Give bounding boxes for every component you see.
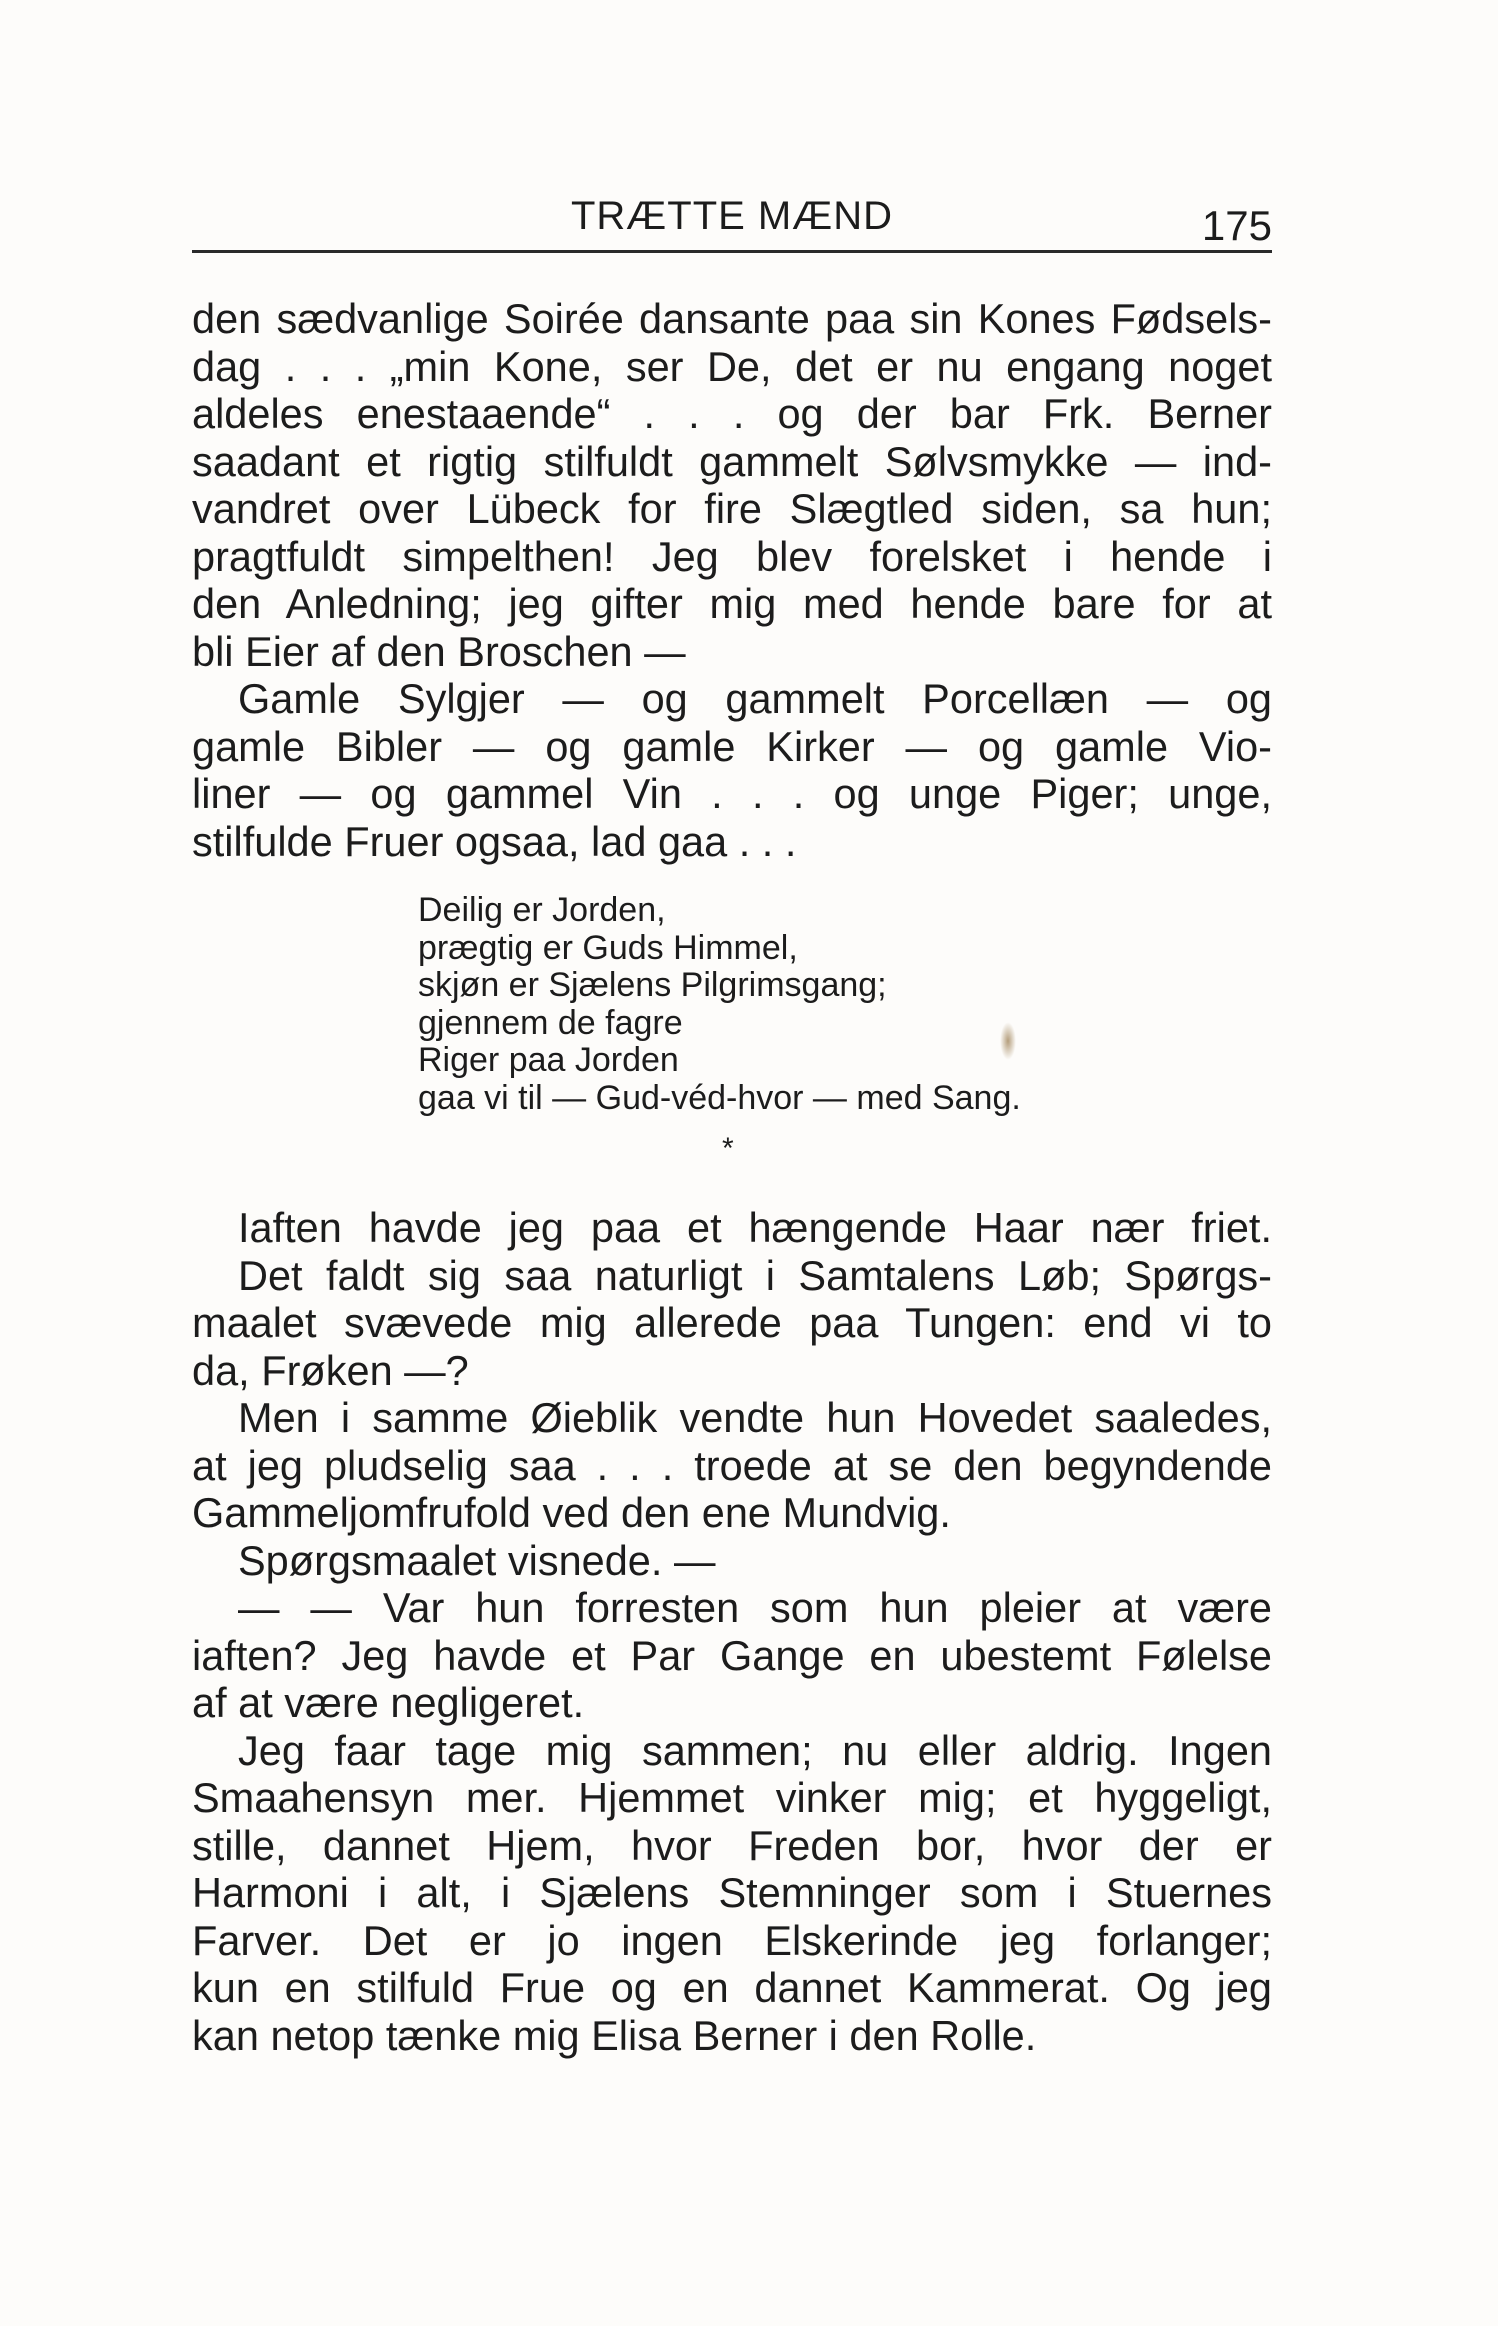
poem-line: Riger paa Jorden bbox=[418, 1041, 679, 1080]
ink-smudge bbox=[1000, 1022, 1016, 1060]
text-line: Iaften havde jeg paa et hængende Haar nær friet. bbox=[238, 1204, 1272, 1251]
text-line: stilfulde Fruer ogsaa, lad gaa . . . bbox=[192, 817, 797, 865]
poem-line: skjøn er Sjælens Pilgrimsgang; bbox=[418, 966, 887, 1005]
poem-line: gjennem de fagre bbox=[418, 1003, 683, 1042]
text-line: aldeles enestaaende“ . . . og der bar Frk. Berner bbox=[192, 390, 1272, 437]
text-line: pragtfuldt simpelthen! Jeg blev forelsket i hende i bbox=[192, 532, 1272, 580]
header-rule bbox=[192, 250, 1272, 253]
text-line: kan netop tænke mig Elisa Berner i den Rolle. bbox=[192, 2011, 1037, 2059]
text-line: Det faldt sig saa naturligt i Samtalens Løb; Spørgs- bbox=[238, 1251, 1272, 1299]
poem-stanza bbox=[418, 892, 1021, 1118]
section-separator: * bbox=[722, 1132, 734, 1165]
text-line: bli Eier af den Broschen — bbox=[192, 627, 686, 675]
running-title: TRÆTTE MÆND bbox=[570, 194, 894, 238]
text-line: af at være negligeret. bbox=[192, 1679, 585, 1726]
text-line: at jeg pludselig saa . . . troede at se den begyndende bbox=[192, 1441, 1272, 1489]
text-line: Men i samme Øieblik vendte hun Hovedet saaledes, bbox=[238, 1394, 1272, 1441]
text-line: dag . . . „min Kone, ser De, det er nu engang noget bbox=[192, 342, 1272, 390]
text-line: saadant et rigtig stilfuldt gammelt Sølvsmykke — ind- bbox=[192, 437, 1272, 485]
poem-line: prægtig er Guds Himmel, bbox=[418, 928, 798, 967]
text-line: maalet svævede mig allerede paa Tungen: end vi to bbox=[192, 1299, 1272, 1346]
text-line: Harmoni i alt, i Sjælens Stemninger som i Stuernes bbox=[192, 1869, 1272, 1916]
text-line: den Anledning; jeg gifter mig med hende bare for at bbox=[192, 580, 1272, 627]
body-text-part2 bbox=[192, 1204, 1272, 2059]
text-line: — — Var hun forresten som hun pleier at være bbox=[238, 1584, 1272, 1631]
text-line: Gamle Sylgjer — og gammelt Porcellæn — og bbox=[238, 675, 1272, 722]
text-line: da, Frøken —? bbox=[192, 1346, 469, 1394]
text-line: Gammeljomfrufold ved den ene Mundvig. bbox=[192, 1489, 951, 1536]
page-header bbox=[192, 190, 1272, 250]
poem-line: Deilig er Jorden, bbox=[418, 891, 666, 929]
text-line: kun en stilfuld Frue og en dannet Kammerat. Og jeg bbox=[192, 1964, 1272, 2011]
body-text-part1 bbox=[192, 295, 1272, 865]
text-line: Farver. Det er jo ingen Elskerinde jeg forlanger; bbox=[192, 1916, 1272, 1964]
text-line: stille, dannet Hjem, hvor Freden bor, hvor der er bbox=[192, 1821, 1272, 1869]
text-line: Smaahensyn mer. Hjemmet vinker mig; et hyggeligt, bbox=[192, 1774, 1272, 1821]
text-line: liner — og gammel Vin . . . og unge Piger; unge, bbox=[192, 770, 1272, 817]
text-line: Jeg faar tage mig sammen; nu eller aldrig. Ingen bbox=[238, 1726, 1272, 1774]
poem-line: gaa vi til — Gud-véd-hvor — med Sang. bbox=[418, 1078, 1021, 1117]
text-line: den sædvanlige Soirée dansante paa sin Kones Fødsels- bbox=[192, 295, 1272, 342]
text-line: gamle Bibler — og gamle Kirker — og gamle Vio- bbox=[192, 722, 1272, 770]
text-line: vandret over Lübeck for fire Slægtled siden, sa hun; bbox=[192, 485, 1272, 532]
text-line: Spørgsmaalet visnede. — bbox=[238, 1536, 716, 1584]
page-number: 175 bbox=[1201, 202, 1272, 249]
text-line: iaften? Jeg havde et Par Gange en ubestemt Følelse bbox=[192, 1631, 1272, 1679]
